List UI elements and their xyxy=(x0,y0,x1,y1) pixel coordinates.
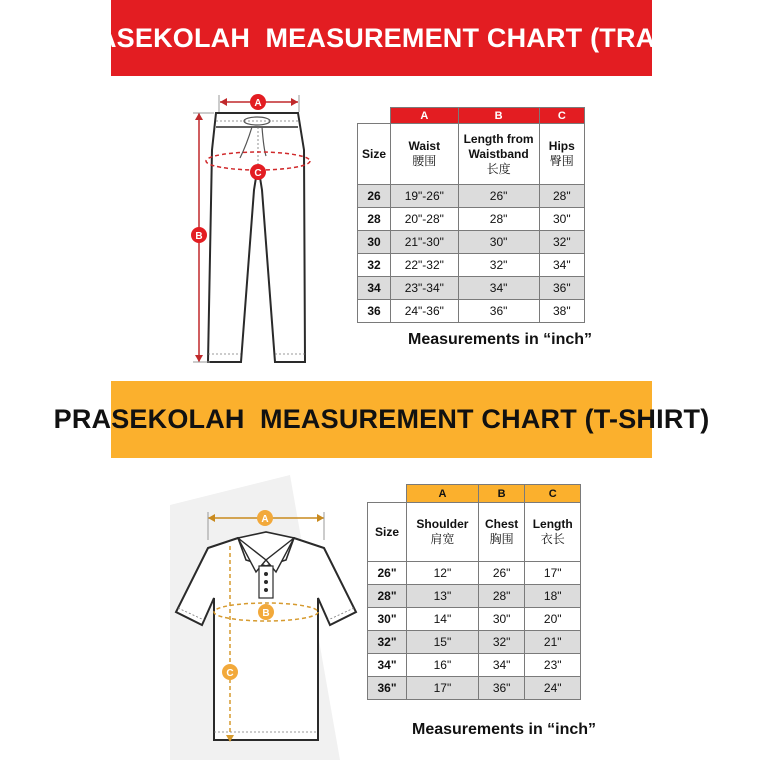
table-row xyxy=(368,608,581,631)
tshirt-badge-b-label: B xyxy=(262,608,270,619)
track-row-waist: 23"-34" xyxy=(391,277,459,300)
table-row xyxy=(368,562,581,585)
track-row-size: 28 xyxy=(358,208,391,231)
track-row-size: 30 xyxy=(358,231,391,254)
track-row-hips: 28" xyxy=(539,185,584,208)
track-row-size: 36 xyxy=(358,300,391,323)
tshirt-row-size: 32" xyxy=(368,631,407,654)
track-row-hips: 34" xyxy=(539,254,584,277)
track-row-length: 26" xyxy=(458,185,539,208)
track-row-waist: 22"-32" xyxy=(391,254,459,277)
tshirt-col-a-label-zh: 肩宽 xyxy=(430,532,455,546)
tshirt-size-header: Size xyxy=(368,503,407,562)
track-row-length: 30" xyxy=(458,231,539,254)
tshirt-col-a-label: Shoulder xyxy=(416,517,469,531)
tshirt-row-length: 20" xyxy=(525,608,581,631)
tshirt-row-shoulder: 15" xyxy=(407,631,479,654)
track-col-b-letter: B xyxy=(458,108,539,124)
tshirt-col-c-letter: C xyxy=(525,485,581,503)
track-col-b-label-zh: 长度 xyxy=(486,161,511,176)
track-row-size: 32 xyxy=(358,254,391,277)
tshirt-col-b-label-zh: 胸围 xyxy=(489,532,514,546)
tshirt-col-c-label: Length xyxy=(532,517,573,531)
track-row-hips: 38" xyxy=(539,300,584,323)
tshirt-row-length: 17" xyxy=(525,562,581,585)
tshirt-measurement-note: Measurements in “inch” xyxy=(412,721,597,738)
tshirt-row-length: 21" xyxy=(525,631,581,654)
tshirt-col-a-letter: A xyxy=(407,485,479,503)
tshirt-row-shoulder: 14" xyxy=(407,608,479,631)
track-row-length: 34" xyxy=(458,277,539,300)
tshirt-row-shoulder: 17" xyxy=(407,677,479,700)
track-size-header: Size xyxy=(358,124,391,185)
track-col-c-label: Hips xyxy=(548,139,575,153)
tshirt-row-chest: 34" xyxy=(478,654,525,677)
track-col-a-letter: A xyxy=(391,108,459,124)
track-row-waist: 19"-26" xyxy=(391,185,459,208)
tshirt-col-c-label-zh: 衣长 xyxy=(540,532,565,546)
tshirt-row-chest: 26" xyxy=(478,562,525,585)
tshirt-row-chest: 30" xyxy=(478,608,525,631)
table-row xyxy=(368,654,581,677)
tshirt-row-chest: 32" xyxy=(478,631,525,654)
tshirt-row-shoulder: 12" xyxy=(407,562,479,585)
tshirt-size-table xyxy=(367,484,581,700)
table-row xyxy=(368,631,581,654)
track-row-size: 26 xyxy=(358,185,391,208)
tshirt-badge-a-label: A xyxy=(261,514,269,525)
track-col-c-letter: C xyxy=(539,108,584,124)
track-col-a-label: Waist xyxy=(408,139,441,153)
track-row-waist: 20"-28" xyxy=(391,208,459,231)
track-row-length: 28" xyxy=(458,208,539,231)
tshirt-row-shoulder: 13" xyxy=(407,585,479,608)
tshirt-col-b-header xyxy=(478,503,525,562)
track-row-waist: 24"-36" xyxy=(391,300,459,323)
tshirt-row-length: 24" xyxy=(525,677,581,700)
track-col-a-label-zh: 腰围 xyxy=(412,154,437,168)
track-banner-title: PRASEKOLAH MEASUREMENT CHART (TRACK) xyxy=(59,22,704,53)
track-col-c-label-zh: 臀围 xyxy=(549,154,574,168)
tshirt-col-b-letter: B xyxy=(478,485,525,503)
track-row-hips: 36" xyxy=(539,277,584,300)
track-col-b-label: Length from Waistband xyxy=(463,131,534,161)
track-row-length: 32" xyxy=(458,254,539,277)
track-measurement-note: Measurements in “inch” xyxy=(408,331,593,348)
track-badge-c-label: C xyxy=(254,168,262,179)
track-row-waist: 21"-30" xyxy=(391,231,459,254)
tshirt-badge-c-label: C xyxy=(226,668,234,679)
tshirt-row-size: 28" xyxy=(368,585,407,608)
table-row xyxy=(368,677,581,700)
tshirt-row-shoulder: 16" xyxy=(407,654,479,677)
tshirt-row-chest: 36" xyxy=(478,677,525,700)
tshirt-col-b-label: Chest xyxy=(484,517,519,531)
tshirt-row-length: 18" xyxy=(525,585,581,608)
track-row-hips: 30" xyxy=(539,208,584,231)
track-row-length: 36" xyxy=(458,300,539,323)
tshirt-row-chest: 28" xyxy=(478,585,525,608)
tshirt-banner-title: PRASEKOLAH MEASUREMENT CHART (T-SHIRT) xyxy=(53,404,710,434)
tshirt-row-size: 30" xyxy=(368,608,407,631)
tshirt-row-size: 26" xyxy=(368,562,407,585)
table-row xyxy=(368,585,581,608)
track-row-size: 34 xyxy=(358,277,391,300)
tshirt-row-length: 23" xyxy=(525,654,581,677)
track-row-hips: 32" xyxy=(539,231,584,254)
tshirt-row-size: 36" xyxy=(368,677,407,700)
track-badge-b-label: B xyxy=(195,231,203,242)
tshirt-col-c-header xyxy=(525,503,581,562)
track-badge-a-label: A xyxy=(254,98,262,109)
tshirt-row-size: 34" xyxy=(368,654,407,677)
tshirt-col-a-header xyxy=(407,503,479,562)
